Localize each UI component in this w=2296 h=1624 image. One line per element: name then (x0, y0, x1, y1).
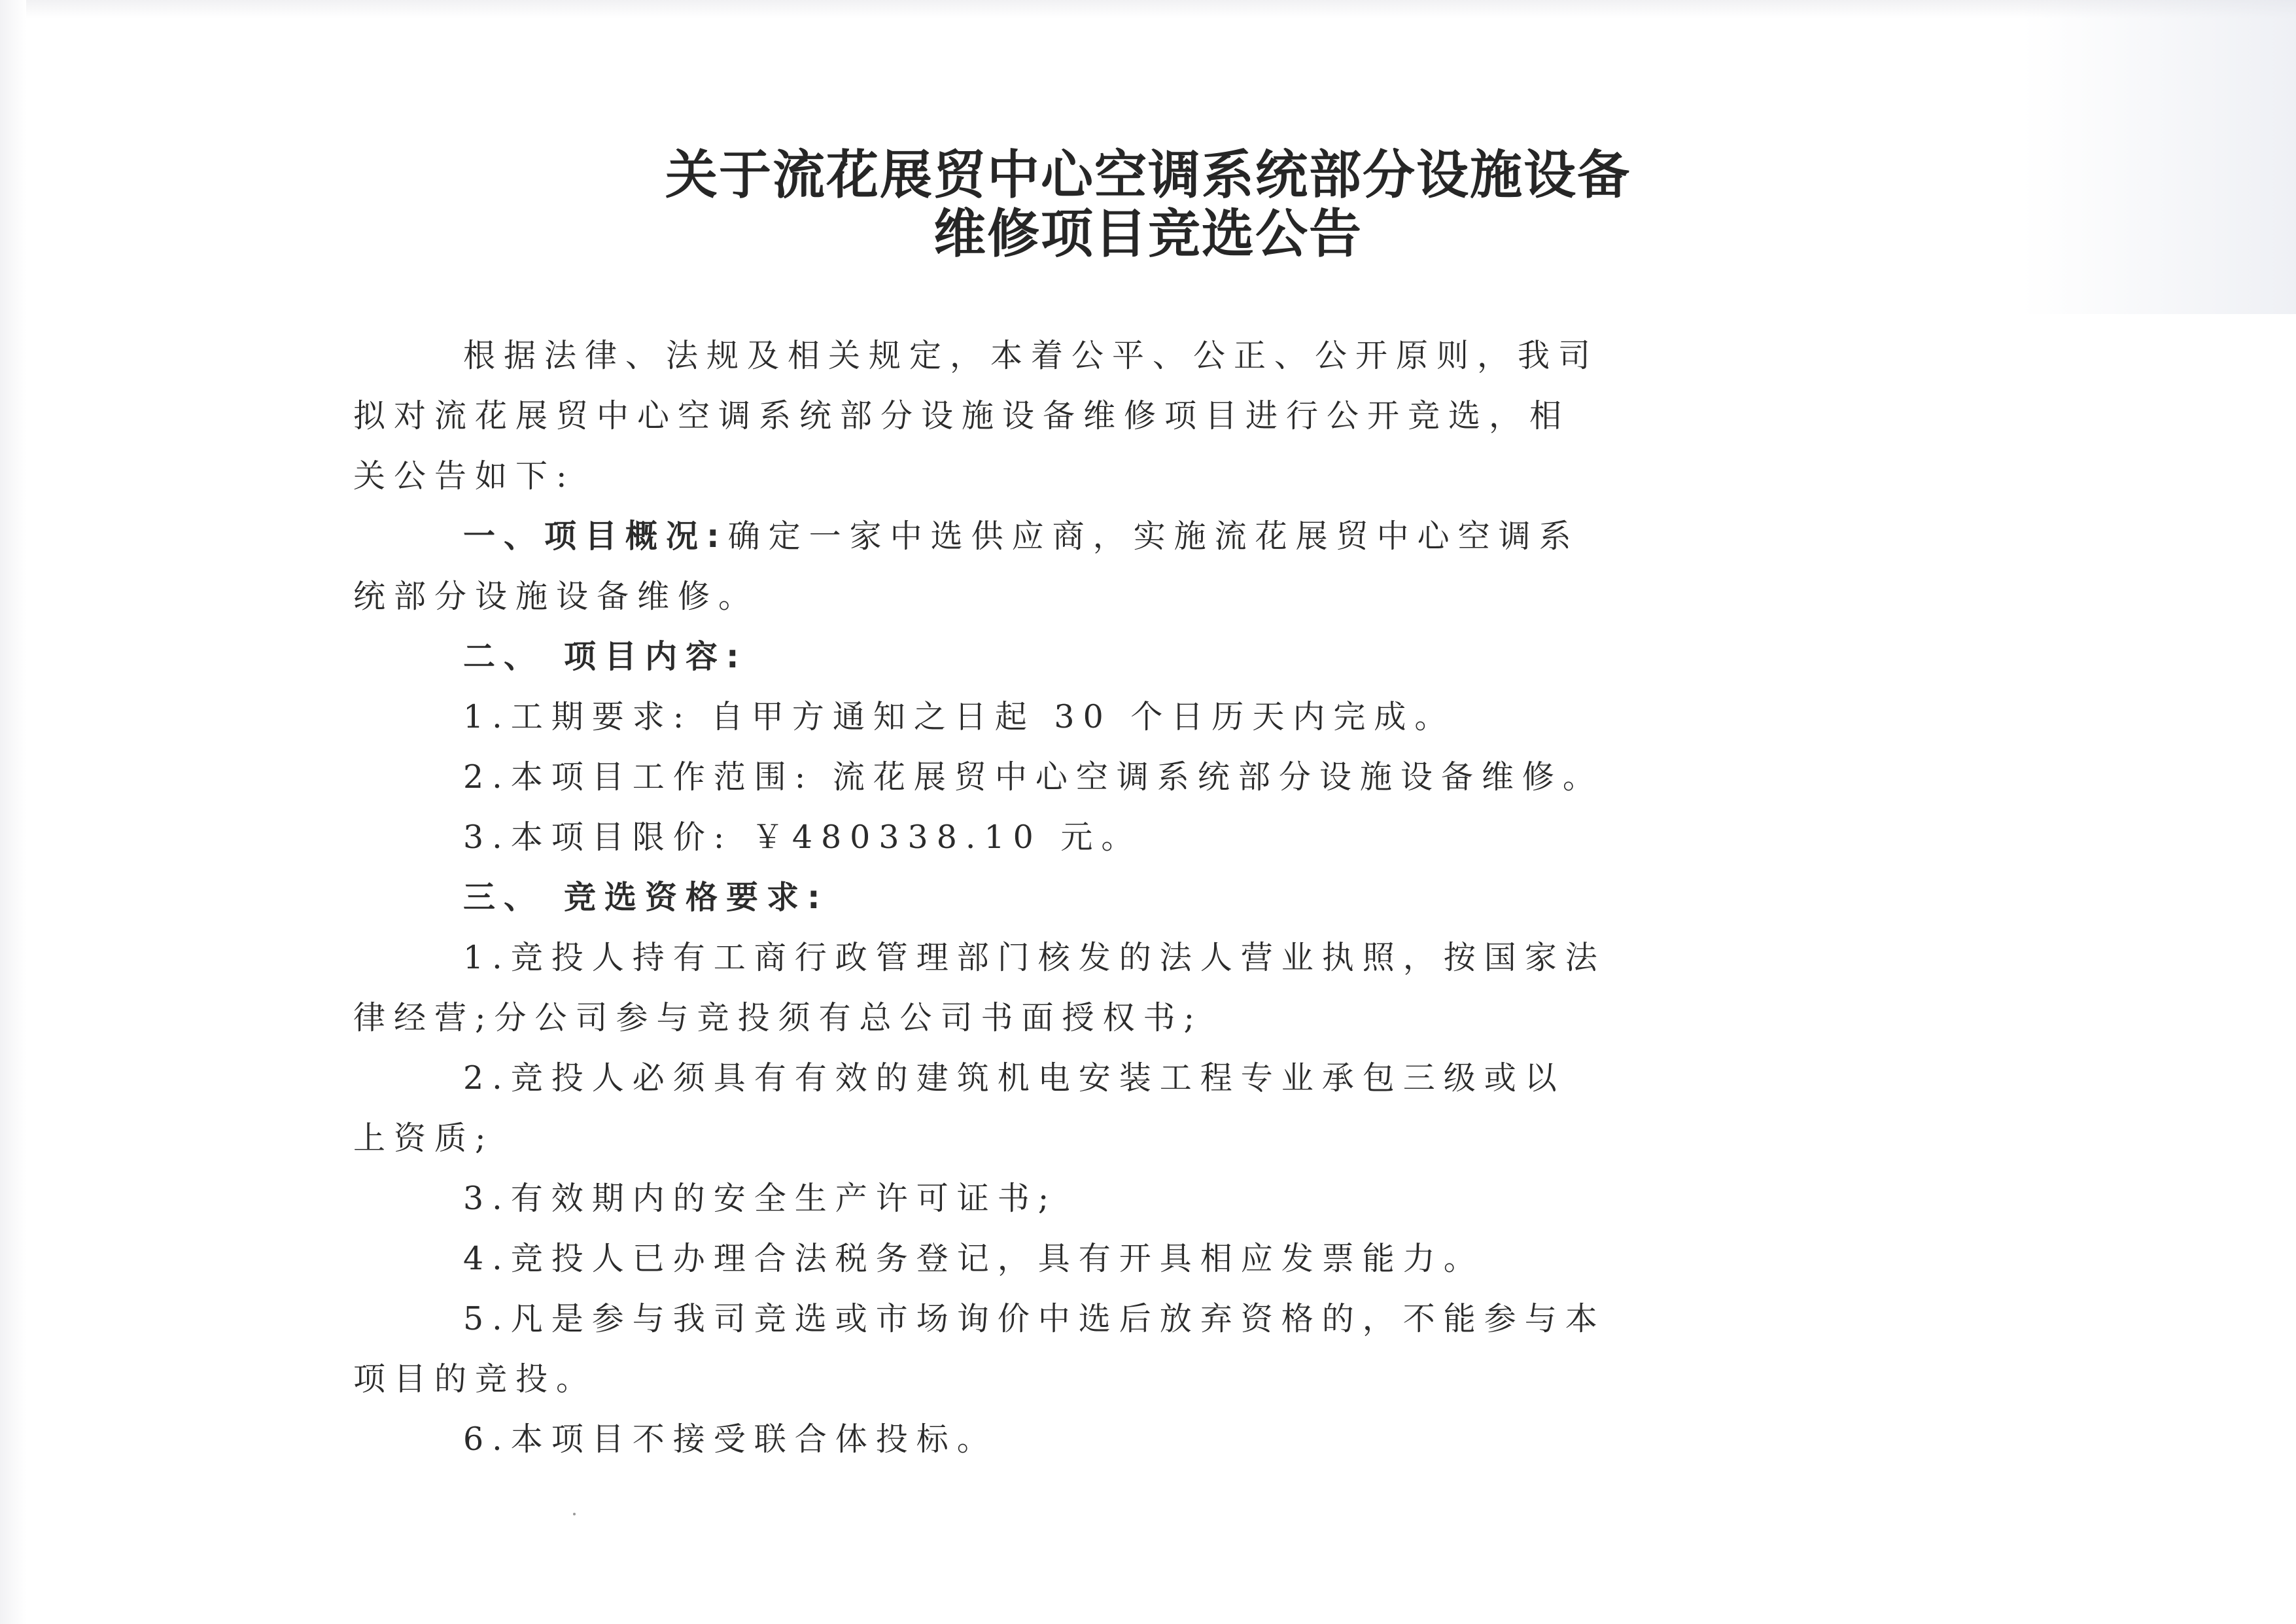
section-3-item-3: 3.有效期内的安全生产许可证书; (463, 1180, 1058, 1217)
section-3-item-5-line-1: 5.凡是参与我司竞选或市场询价中选后放弃资格的，不能参与本 (463, 1300, 1606, 1337)
section-3-item-1-line-1: 1.竞投人持有工商行政管理部门核发的法人营业执照，按国家法 (463, 939, 1606, 976)
section-3-heading: 三、 竞选资格要求: (463, 879, 829, 916)
section-1-text: 确定一家中选供应商，实施流花展贸中心空调系 (727, 518, 1580, 555)
section-2-heading: 二、 项目内容: (463, 638, 748, 675)
section-3-item-1-line-2: 律经营;分公司参与竞投须有总公司书面授权书; (353, 999, 1204, 1036)
section-3-item-2-line-2: 上资质; (353, 1120, 495, 1157)
section-1-heading: 一、项目概况: (463, 518, 728, 555)
section-3-item-6: 6.本项目不接受联合体投标。 (463, 1421, 998, 1458)
intro-line-1: 根据法律、法规及相关规定，本着公平、公正、公开原则，我司 (463, 337, 1599, 374)
intro-line-2: 拟对流花展贸中心空调系统部分设施设备维修项目进行公开竞选，相 (353, 397, 1571, 434)
section-2-item-3: 3.本项目限价: ￥480338.10 元。 (463, 819, 1142, 856)
intro-line-3: 关公告如下: (353, 457, 576, 495)
section-1-line-2: 统部分设施设备维修。 (353, 578, 759, 615)
section-2-item-2: 2.本项目工作范围: 流花展贸中心空调系统部分设施设备维修。 (463, 758, 1603, 796)
document-title-line-2: 维修项目竞选公告 (933, 203, 1363, 264)
section-3-item-2-line-1: 2.竞投人必须具有有效的建筑机电安装工程专业承包三级或以 (463, 1059, 1565, 1097)
document-title-line-1: 关于流花展贸中心空调系统部分设施设备 (665, 145, 1631, 205)
section-3-item-5-line-2: 项目的竞投。 (353, 1360, 597, 1398)
scan-shadow-top (0, 0, 2296, 18)
section-3-item-4: 4.竞投人已办理合法税务登记，具有开具相应发票能力。 (463, 1240, 1484, 1277)
section-1-line-1 (463, 518, 1580, 555)
section-2-item-1: 1.工期要求: 自甲方通知之日起 30 个日历天内完成。 (463, 698, 1455, 735)
scan-speck (573, 1513, 576, 1515)
